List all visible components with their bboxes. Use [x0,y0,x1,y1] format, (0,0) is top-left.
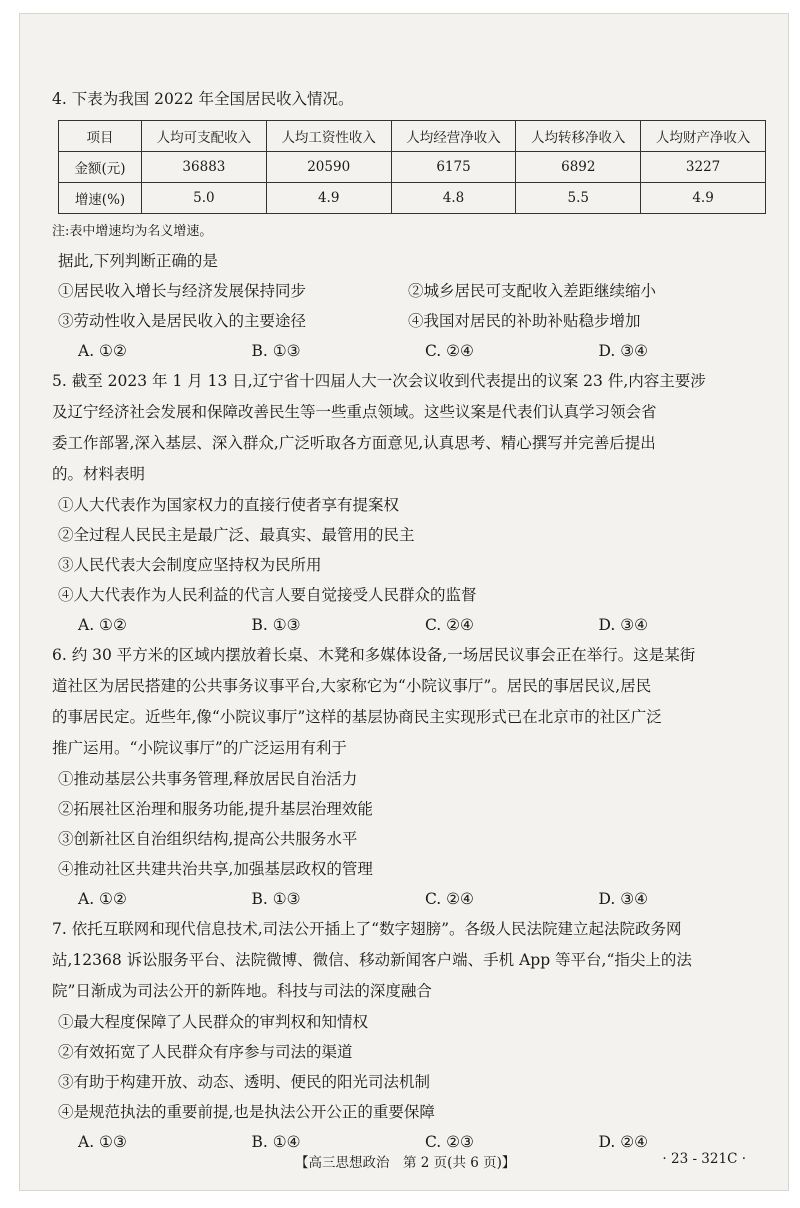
table-cell: 增速(%) [59,183,142,214]
table-cell: 6892 [516,152,641,183]
choice-b: B. ①③ [251,342,301,360]
table-cell: 5.5 [516,183,641,214]
q7-stem-line: 院”日渐成为司法公开的新阵地。科技与司法的深度融合 [52,982,432,1000]
q6-stem-line: 6. 约 30 平方米的区域内摆放着长桌、木凳和多媒体设备,一场居民议事会正在举行。这是某街 [52,646,696,664]
table-row [59,183,766,214]
choice-a: A. ①② [78,616,127,634]
statement: ③创新社区自治组织结构,提高公共服务水平 [58,830,358,848]
table-header-cell: 人均财产净收入 [641,121,766,152]
table-header-cell: 人均可支配收入 [142,121,267,152]
statement: ④我国对居民的补助补贴稳步增加 [408,312,641,330]
statement: ②有效拓宽了人民群众有序参与司法的渠道 [58,1043,353,1061]
q4-stem: 据此,下列判断正确的是 [58,252,218,270]
table-header-cell: 人均转移净收入 [516,121,641,152]
table-note: 注:表中增速均为名义增速。 [52,224,213,239]
question-7 [52,914,772,1157]
choice-c: C. ②④ [425,342,474,360]
statement: ②全过程人民民主是最广泛、最真实、最管用的民主 [58,526,415,544]
choice-d: D. ③④ [598,890,649,908]
choice-c: C. ②④ [425,890,474,908]
footer-page-info: 【高三思想政治 第 2 页(共 6 页)】 [295,1155,516,1171]
table-cell: 4.9 [266,183,391,214]
q5-stem-line: 及辽宁经济社会发展和保障改善民生等一些重点领域。这些议案是代表们认真学习领会省 [52,403,657,421]
question-6 [52,640,772,914]
q6-choices [52,884,772,914]
table-cell: 3227 [641,152,766,183]
question-5 [52,366,772,640]
q5-stem-line: 委工作部署,深入基层、深入群众,广泛听取各方面意见,认真思考、精心撰写并完善后提出 [52,434,656,452]
table-cell: 6175 [391,152,516,183]
choice-d: D. ②④ [598,1133,649,1151]
choice-a: A. ①② [78,890,127,908]
statement: ①推动基层公共事务管理,释放居民自治活力 [58,770,358,788]
footer-exam-code: · 23 - 321C · [662,1151,746,1167]
choice-d: D. ③④ [598,342,649,360]
table-cell: 金额(元) [59,152,142,183]
q4-title: 4. 下表为我国 2022 年全国居民收入情况。 [52,90,354,108]
table-row [59,152,766,183]
question-4 [52,84,772,366]
statement: ①人大代表作为国家权力的直接行使者享有提案权 [58,496,400,514]
choice-a: A. ①② [78,342,127,360]
income-table [58,120,766,214]
table-cell: 4.8 [391,183,516,214]
q6-stem-line: 道社区为居民搭建的公共事务议事平台,大家称它为“小院议事厅”。居民的事居民议,居民 [52,677,652,695]
q7-stem-line: 7. 依托互联网和现代信息技术,司法公开插上了“数字翅膀”。各级人民法院建立起法院政务网 [52,920,682,938]
table-header-cell: 人均工资性收入 [266,121,391,152]
statement: ②城乡居民可支配收入差距继续缩小 [408,282,657,300]
table-cell: 36883 [142,152,267,183]
choice-c: C. ②④ [425,616,474,634]
q4-statements-row [52,306,772,336]
statement: ④推动社区共建共治共享,加强基层政权的管理 [58,860,373,878]
statement: ②拓展社区治理和服务功能,提升基层治理效能 [58,800,373,818]
q4-statements-row [52,276,772,306]
table-cell: 20590 [266,152,391,183]
q5-stem-line: 的。材料表明 [52,465,146,483]
statement: ③人民代表大会制度应坚持权为民所用 [58,556,322,574]
statement: ①居民收入增长与经济发展保持同步 [58,282,307,300]
q5-stem-line: 5. 截至 2023 年 1 月 13 日,辽宁省十四届人大一次会议收到代表提出的议案 23 件,内容主要涉 [52,372,706,390]
choice-b: B. ①④ [251,1133,301,1151]
q4-choices [52,336,772,366]
choice-b: B. ①③ [251,616,301,634]
table-cell: 5.0 [142,183,267,214]
q7-stem-line: 站,12368 诉讼服务平台、法院微博、微信、移动新闻客户端、手机 App 等平台,“指尖上的法 [52,951,692,969]
page-content [52,84,772,1157]
statement: ③劳动性收入是居民收入的主要途径 [58,312,307,330]
statement: ①最大程度保障了人民群众的审判权和知情权 [58,1013,369,1031]
choice-d: D. ③④ [598,616,649,634]
exam-page [20,14,788,1190]
table-header-cell: 项目 [59,121,142,152]
table-header-row [59,121,766,152]
statement: ④是规范执法的重要前提,也是执法公开公正的重要保障 [58,1103,435,1121]
table-cell: 4.9 [641,183,766,214]
choice-b: B. ①③ [251,890,301,908]
choice-c: C. ②③ [425,1133,474,1151]
statement: ④人大代表作为人民利益的代言人要自觉接受人民群众的监督 [58,586,477,604]
choice-a: A. ①③ [78,1133,127,1151]
table-header-cell: 人均经营净收入 [391,121,516,152]
statement: ③有助于构建开放、动态、透明、便民的阳光司法机制 [58,1073,431,1091]
q6-stem-line: 的事居民定。近些年,像“小院议事厅”这样的基层协商民主实现形式已在北京市的社区广泛 [52,708,662,726]
q6-stem-line: 推广运用。“小院议事厅”的广泛运用有利于 [52,739,347,757]
q5-choices [52,610,772,640]
